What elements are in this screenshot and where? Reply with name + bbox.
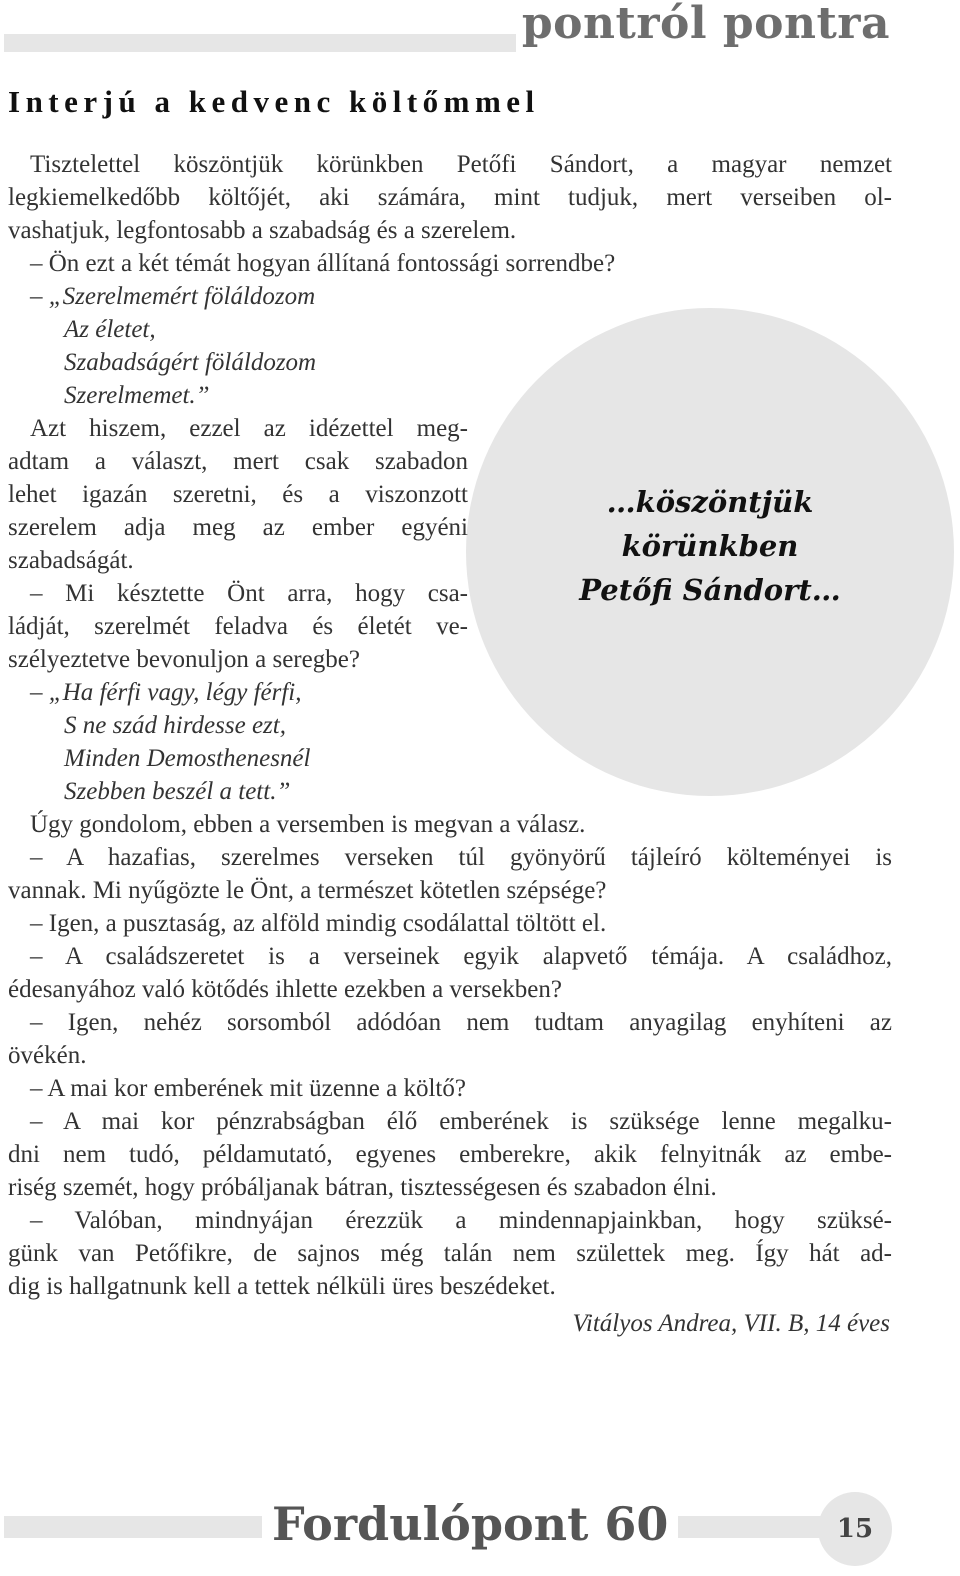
closing-line: – Valóban, mindnyájan érezzük a mindennapjainkban, hogy szüksé- <box>30 1207 892 1234</box>
poem-text: „Szerelmemért föláldozom <box>48 283 316 310</box>
question-line: vannak. Mi nyűgözte le Önt, a természet kötetlen szépsége? <box>8 877 607 904</box>
intro-line: Tisztelettel köszöntjük körünkben Petőfi Sándort, a magyar nemzet <box>30 151 892 178</box>
question: – Ön ezt a két témát hogyan állítaná fontossági sorrendbe? <box>30 250 616 277</box>
answer-line: szabadságát. <box>8 547 134 574</box>
dash: – <box>30 679 49 706</box>
publication-title: Fordulópont 60 <box>262 1494 678 1554</box>
poem-line: S ne szád hirdesse ezt, <box>64 712 286 739</box>
poem-line: Szabadságért föláldozom <box>64 349 317 376</box>
intro-line: legkiemelkedőbb költőjét, aki számára, mint tudjuk, mert verseiben ol- <box>8 184 892 211</box>
answer-line: – A mai kor pénzrabságban élő emberének is szüksége lenne megalku- <box>30 1108 892 1135</box>
poem-line <box>8 676 892 709</box>
question: – A mai kor emberének mit üzenne a költő? <box>30 1075 466 1102</box>
question-line: – Mi késztette Önt arra, hogy csa- <box>30 580 468 607</box>
pullquote-line: Petőfi Sándort… <box>579 573 841 607</box>
closing-line: günk van Petőfikre, de sajnos még talán nem születtek meg. Így hát ad- <box>8 1240 892 1267</box>
poem-line <box>8 280 892 313</box>
pullquote-line: körünkben <box>621 529 799 563</box>
poem-line: Szerelmemet.” <box>64 382 210 409</box>
poem-line: Szebben beszél a tett.” <box>64 778 291 805</box>
pullquote-line: …köszöntjük <box>606 485 814 519</box>
author-signature: Vitályos Andrea, VII. B, 14 éves <box>572 1310 890 1337</box>
page-number-badge <box>818 1492 892 1566</box>
answer-line: – Igen, nehéz sorsomból adódóan nem tudtam anyagilag enyhíteni az <box>30 1009 892 1036</box>
answer-line: Azt hiszem, ezzel az idézettel meg- <box>30 415 468 442</box>
article-body <box>8 148 892 1303</box>
question-line: édesanyához való kötődés ihlette ezekben a versekben? <box>8 976 562 1003</box>
intro-line: vashatjuk, legfontosabb a szabadság és a szerelem. <box>8 217 517 244</box>
answer: Úgy gondolom, ebben a versemben is megvan a válasz. <box>30 811 586 838</box>
poem-line: Minden Demosthenesnél <box>64 745 311 772</box>
question-line: – A családszeretet is a verseinek egyik alapvető témája. A családhoz, <box>30 943 892 970</box>
poem-text: „Ha férfi vagy, légy férfi, <box>48 679 302 706</box>
closing-line: dig is hallgatnunk kell a tettek nélküli üres beszédeket. <box>8 1273 556 1300</box>
answer-line: övékén. <box>8 1042 87 1069</box>
answer-line: szerelem adja meg az ember egyéni <box>8 514 468 541</box>
section-title: pontról pontra <box>516 0 892 52</box>
poem-line: Az életet, <box>64 316 156 343</box>
question-line: – A hazafias, szerelmes verseken túl gyönyörű tájleíró költeményei is <box>30 844 892 871</box>
answer-line: dni nem tudó, példamutató, egyenes emberekre, akik felnyitnák az embe- <box>8 1141 892 1168</box>
question-line: szélyeztetve bevonuljon a seregbe? <box>8 646 360 673</box>
article-title: Interjú a kedvenc költőmmel <box>8 84 540 119</box>
answer-line: lehet igazán szeretni, és a viszonzott <box>8 481 468 508</box>
answer-line: riség szemét, hogy próbáljanak bátran, tisztességesen és szabadon élni. <box>8 1174 717 1201</box>
question-line: ládját, szerelmét feladva és életét ve- <box>8 613 468 640</box>
dash: – <box>30 283 49 310</box>
answer: – Igen, a pusztaság, az alföld mindig csodálattal töltött el. <box>30 910 607 937</box>
answer-line: adtam a választ, mert csak szabadon <box>8 448 468 475</box>
page-number: 15 <box>836 1514 874 1544</box>
